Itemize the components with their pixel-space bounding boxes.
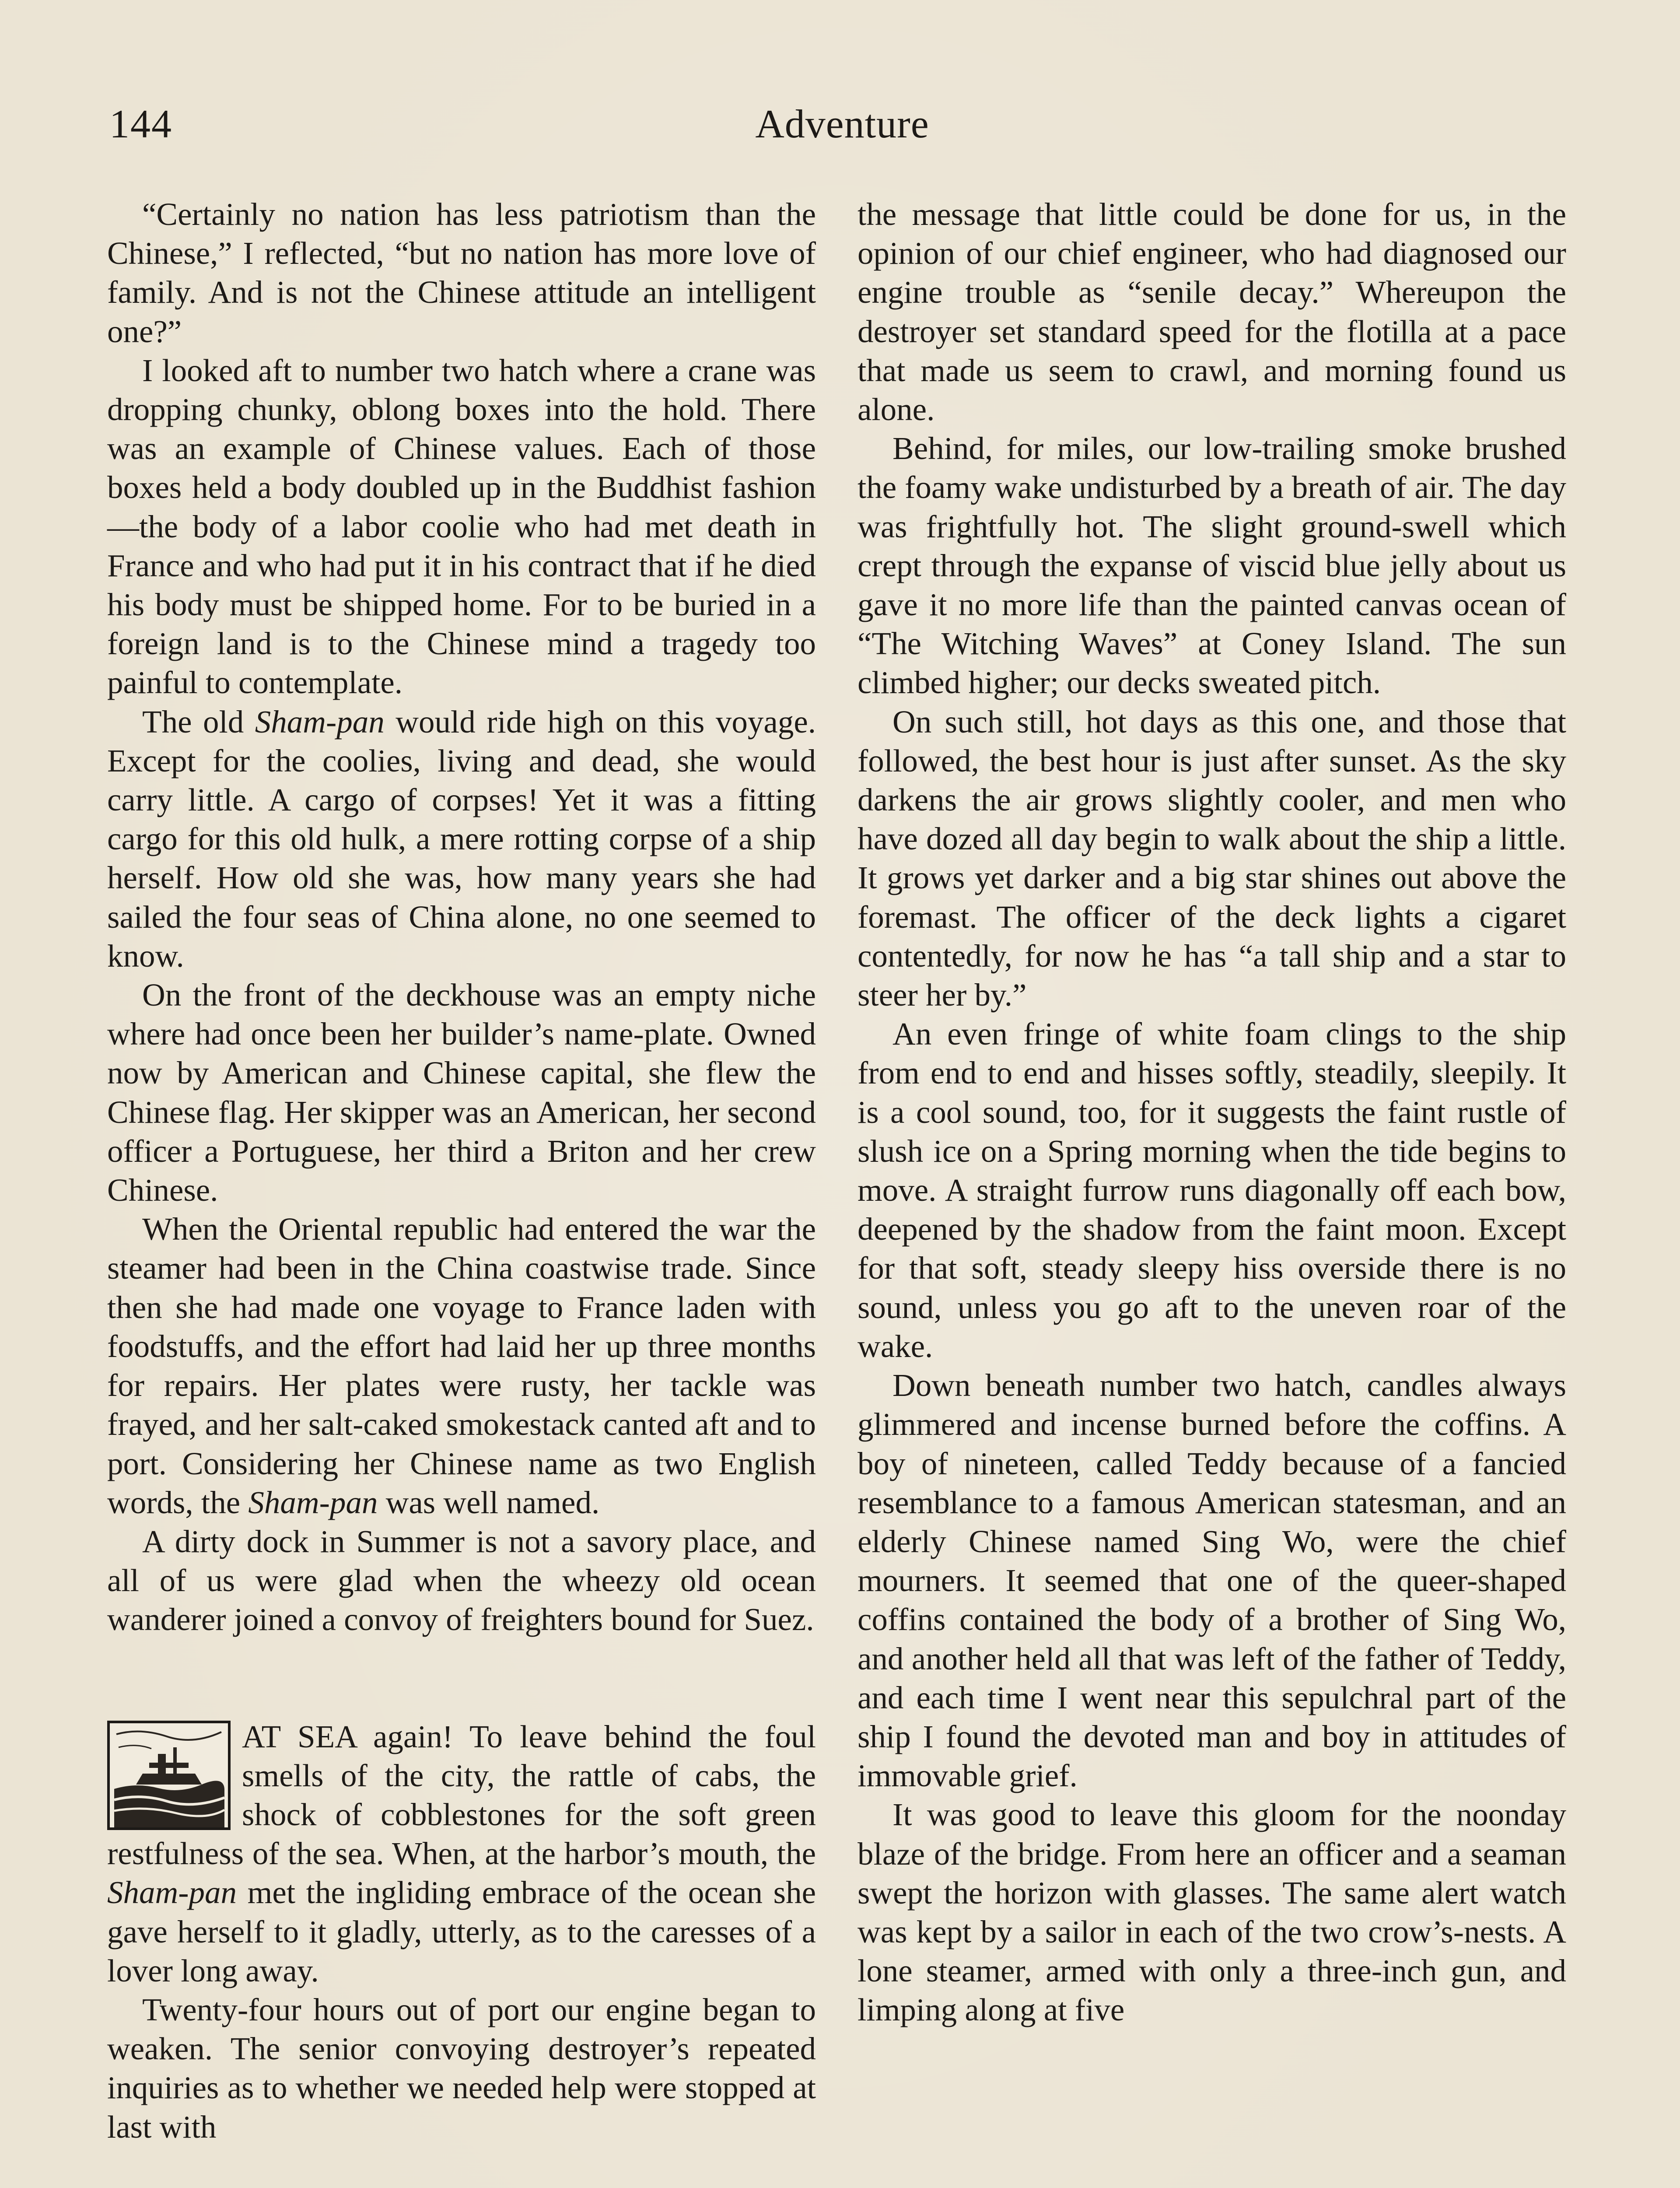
text-run: would ride high on this voyage. Except for the coolies, living and dead, she would carry little. A cargo of corpses! Yet it was a fitting cargo for this old hulk, a mere rotting corpse of a ship herself. How old she was, how many years she had sailed the four seas of China alone, no one seemed to know. <box>107 704 816 974</box>
paragraph: A dirty dock in Summer is not a savory place, and all of us were glad when the wheezy old ocean wanderer joined a convoy of freighters bound for Suez. <box>107 1523 816 1637</box>
page-header <box>109 92 1575 166</box>
paragraph: “Certainly no nation has less patriotism than the Chinese,” I reflected, “but no nation has more love of family. And is not the Chinese attitude an intelligent one?” <box>107 196 816 349</box>
paragraph: On the front of the deckhouse was an empty niche where had once been her builder’s name-plate. Owned now by American and Chinese capital, she flew the Chinese flag. Her skipper was an American, her second officer a Portuguese, her third a Briton and her crew Chinese. <box>107 977 816 1208</box>
paragraph: It was good to leave this gloom for the noonday blaze of the bridge. From here an officer and a seaman swept the horizon with glasses. The same alert watch was kept by a sailor in each of the two crow’s-nests. A lone steamer, armed with only a three-inch gun, and limping along at five <box>858 1797 1566 2028</box>
paragraph: An even fringe of white foam clings to the ship from end to end and hisses softly, steadily, sleepily. It is a cool sound, too, for it suggests the faint rustle of slush ice on a Spring morning when the tide begins to move. A straight furrow runs diagonally off each bow, deepened by the shadow from the faint moon. Except for that soft, steady sleepy hiss overside there is no sound, unless you go aft to the uneven roar of the wake. <box>858 1016 1566 1364</box>
page-number: 144 <box>109 102 172 146</box>
text-run: met the ingliding embrace of the ocean she gave herself to it gladly, utterly, as to the caresses of a lover long away. <box>107 1875 816 1988</box>
right-column <box>858 195 1566 2030</box>
text-run: When the Oriental republic had entered the war the steamer had been in the China coastwise trade. Since then she had made one voyage to France laden with foodstuffs, and the effort had laid her up three months for repairs. Her plates were rusty, her tackle was frayed, and her salt-caked smokestack canted aft and to port. Considering her Chinese name as two English words, the <box>107 1211 816 1520</box>
text-run: To leave behind the foul smells of the city, the rattle of cabs, the shock of cobblestones for the soft green restfulness of the sea. When, at the harbor’s mouth, the <box>107 1718 816 1872</box>
ship-name-italic: Sham-pan <box>255 704 385 740</box>
running-head-title: Adventure <box>755 102 929 146</box>
paragraph <box>107 1210 816 1522</box>
paragraph <box>107 702 816 975</box>
paragraph: Twenty-four hours out of port our engine began to weaken. The senior convoying destroyer’s repeated inquiries as to whether we needed help were stopped at last with <box>107 1992 816 2145</box>
paragraph: On such still, hot days as this one, and those that followed, the best hour is just after sunset. As the sky darkens the air grows slightly cooler, and men who have dozed all day begin to walk about the ship a little. It grows yet darker and a big star shines out above the foremast. The officer of the deck lights a cigaret contentedly, for now he has “a tall ship and a star to steer her by.” <box>858 704 1566 1013</box>
text-run: The old <box>142 704 255 740</box>
ship-name-italic: Sham-pan <box>107 1875 237 1911</box>
ship-name-italic: Sham-pan <box>248 1484 378 1520</box>
dropcap-lead: AT SEA again! <box>242 1718 453 1754</box>
left-column <box>107 195 816 2146</box>
paragraph: Down beneath number two hatch, candles always glimmered and incense burned before the coffins. A boy of nineteen, called Teddy because of a fancied resemblance to a famous American statesman, and an elderly Chinese named Sing Wo, were the chief mourners. It seemed that one of the queer-shaped coffins contained the body of a brother of Sing Wo, and another held all that was left of the father of Teddy, and each time I went near this sepulchral part of the ship I found the devoted man and boy in attitudes of immovable grief. <box>858 1368 1566 1794</box>
text-run: was well named. <box>378 1484 600 1520</box>
continued-paragraph: the message that little could be done for us, in the opinion of our chief engineer, who had diagnosed our engine trouble as “senile decay.” Whereupon the destroyer set standard speed for the flotilla at a pace that made us seem to crawl, and morning found us alone. <box>858 196 1566 428</box>
section-opening-paragraph <box>107 1717 816 1990</box>
paragraph: I looked aft to number two hatch where a crane was dropping chunky, oblong boxes into the hold. There was an example of Chinese values. Each of those boxes held a body doubled up in the Buddhist fashion—the body of a labor coolie who had met death in France and who had put it in his contract that if he died his body must be shipped home. For to be buried in a foreign land is to the Chinese mind a tragedy too painful to contemplate. <box>107 352 816 701</box>
ship-vignette-illustration <box>107 1721 231 1830</box>
paragraph: Behind, for miles, our low-trailing smoke brushed the foamy wake undisturbed by a breath of air. The day was frightfully hot. The slight ground-swell which crept through the expanse of viscid blue jelly about us gave it no more life than the painted canvas ocean of “The Witching Waves” at Coney Island. The sun climbed higher; our decks sweated pitch. <box>858 431 1566 701</box>
